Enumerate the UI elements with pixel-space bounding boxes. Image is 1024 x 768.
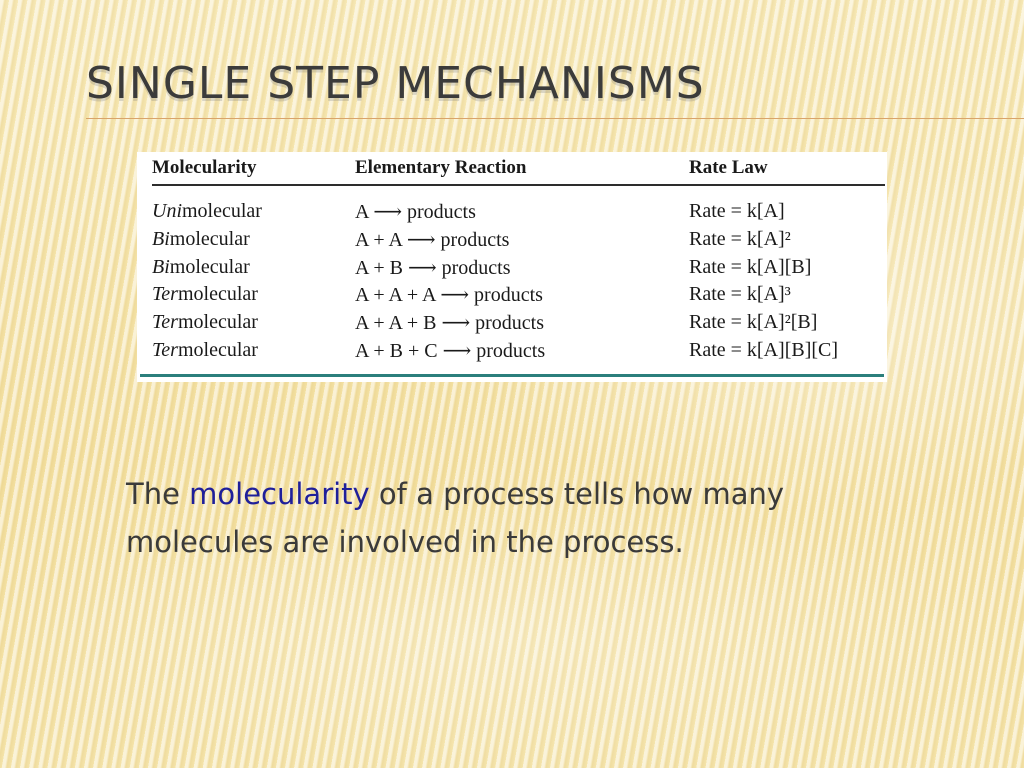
molecularity-suffix: molecular <box>177 283 258 306</box>
molecularity-cell <box>152 226 355 254</box>
table-header-row <box>152 152 885 185</box>
molecularity-prefix: Ter <box>152 338 178 361</box>
reaction-cell: A ⟶ products <box>355 201 476 224</box>
rate-law-cell: Rate = k[A][B] <box>689 255 812 278</box>
rate-law-cell: Rate = k[A][B][C] <box>689 338 839 361</box>
table-row <box>152 309 885 337</box>
molecularity-table <box>152 152 885 364</box>
header-rate-law: Rate Law <box>689 152 885 185</box>
title-underline <box>86 118 1024 119</box>
molecularity-table-card <box>137 152 887 382</box>
molecularity-suffix: molecular <box>177 311 258 334</box>
table-row <box>152 336 885 364</box>
molecularity-prefix: Bi <box>152 228 170 251</box>
reaction-cell: A + B + C ⟶ products <box>355 339 546 362</box>
reaction-cell: A + A + B ⟶ products <box>355 312 545 335</box>
body-paragraph <box>126 470 906 566</box>
table-row <box>152 185 885 226</box>
header-molecularity: Molecularity <box>152 152 355 185</box>
molecularity-suffix: molecular <box>182 200 262 223</box>
slide-title: SINGLE STEP MECHANISMS <box>86 58 705 109</box>
molecularity-suffix: molecular <box>169 228 250 251</box>
molecularity-cell <box>152 336 355 364</box>
molecularity-suffix: molecular <box>177 338 258 361</box>
table-row <box>152 226 885 254</box>
molecularity-prefix: Ter <box>152 283 178 306</box>
molecularity-cell <box>152 185 355 226</box>
rate-law-cell: Rate = k[A]² <box>689 228 791 251</box>
molecularity-cell <box>152 281 355 309</box>
molecularity-highlight: molecularity <box>189 477 370 511</box>
reaction-cell: A + A ⟶ products <box>355 229 510 252</box>
body-text-after: of a process tells how many molecules are involved in the process. <box>126 477 785 559</box>
molecularity-prefix: Uni <box>152 200 182 223</box>
rate-law-cell: Rate = k[A] <box>689 200 785 223</box>
molecularity-cell <box>152 309 355 337</box>
rate-law-cell: Rate = k[A]³ <box>689 283 791 306</box>
header-elementary-reaction: Elementary Reaction <box>355 152 689 185</box>
body-text-before: The <box>126 477 190 511</box>
table-row <box>152 253 885 281</box>
molecularity-prefix: Ter <box>152 311 178 334</box>
molecularity-cell <box>152 253 355 281</box>
molecularity-prefix: Bi <box>152 255 170 278</box>
reaction-cell: A + B ⟶ products <box>355 256 511 279</box>
reaction-cell: A + A + A ⟶ products <box>355 284 543 307</box>
rate-law-cell: Rate = k[A]²[B] <box>689 311 818 334</box>
table-row <box>152 281 885 309</box>
molecularity-suffix: molecular <box>169 255 250 278</box>
table-bottom-rule <box>140 374 884 377</box>
